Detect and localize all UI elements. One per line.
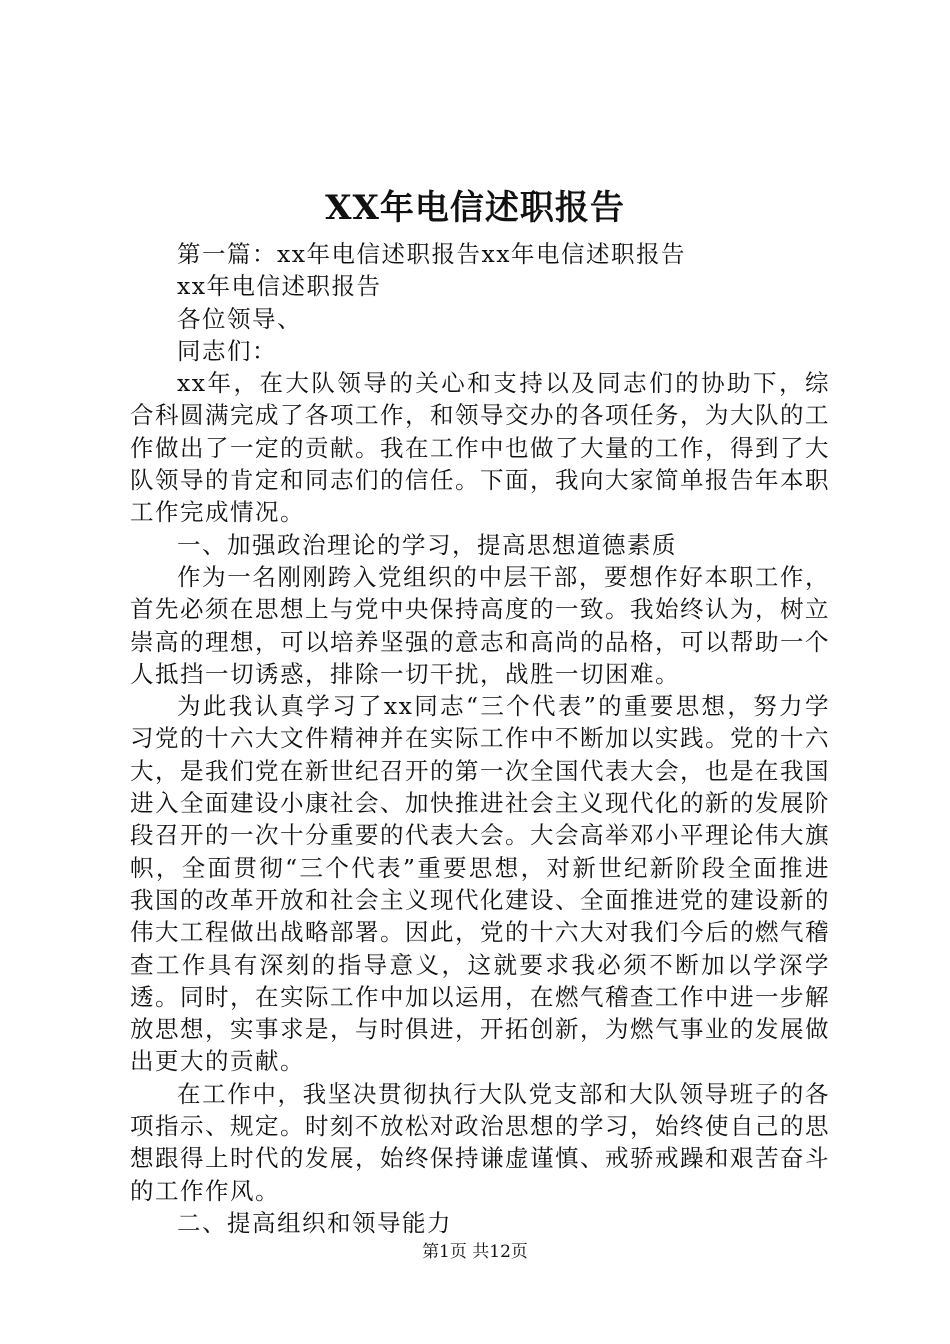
paragraph: 同志们：	[177, 336, 277, 365]
paragraph: xx年，在大队领导的关心和支持以及同志们的协助下，综合科圆满完成了各项工作，和领导交办的各项任务，为大队的工作做出了一定的贡献。我在工作中也做了大量的工作，得到了大队领导的肯定和同志们的信任。下面，我向大家简单报告年本职工作完成情况。	[130, 369, 830, 527]
document-body	[130, 238, 830, 1239]
document-title: XX年电信述职报告	[325, 188, 625, 228]
paragraph: 第一篇：xx年电信述职报告xx年电信述职报告	[177, 240, 687, 268]
paragraph: xx年电信述职报告	[177, 272, 382, 301]
section-heading: 一、加强政治理论的学习，提高思想道德素质	[177, 530, 677, 559]
paragraph: 作为一名刚刚跨入党组织的中层干部，要想作好本职工作，首先必须在思想上与党中央保持高度的一致。我始终认为，树立崇高的理想，可以培养坚强的意志和高尚的品格，可以帮助一个人抵挡一切诱惑，排除一切干扰，战胜一切困难。	[130, 562, 830, 688]
section-heading: 二、提高组织和领导能力	[177, 1208, 452, 1237]
paragraph: 各位领导、	[177, 304, 302, 333]
page-footer: 第1页 共12页	[422, 1242, 528, 1262]
paragraph: 为此我认真学习了xx同志“三个代表”的重要思想，努力学习党的十六大文件精神并在实际工作中不断加以实践。党的十六大，是我们党在新世纪召开的第一次全国代表大会，也是在我国进入全面建设小康社会、加快推进社会主义现代化的新的发展阶段召开的一次十分重要的代表大会。大会高举邓小平理论伟大旗帜，全面贯彻“三个代表”重要思想，对新世纪新阶段全面推进我国的改革开放和社会主义现代化建设、全面推进党的建设新的伟大工程做出战略部署。因此，党的十六大对我们今后的燃气稽查工作具有深刻的指导意义，这就要求我必须不断加以学深学透。同时，在实际工作中加以运用，在燃气稽查工作中进一步解放思想，实事求是，与时俱进，开拓创新，为燃气事业的发展做出更大的贡献。	[130, 692, 830, 1076]
paragraph: 在工作中，我坚决贯彻执行大队党支部和大队领导班子的各项指示、规定。时刻不放松对政治思想的学习，始终使自己的思想跟得上时代的发展，始终保持谦虚谨慎、戒骄戒躁和艰苦奋斗的工作作风。	[130, 1079, 830, 1205]
